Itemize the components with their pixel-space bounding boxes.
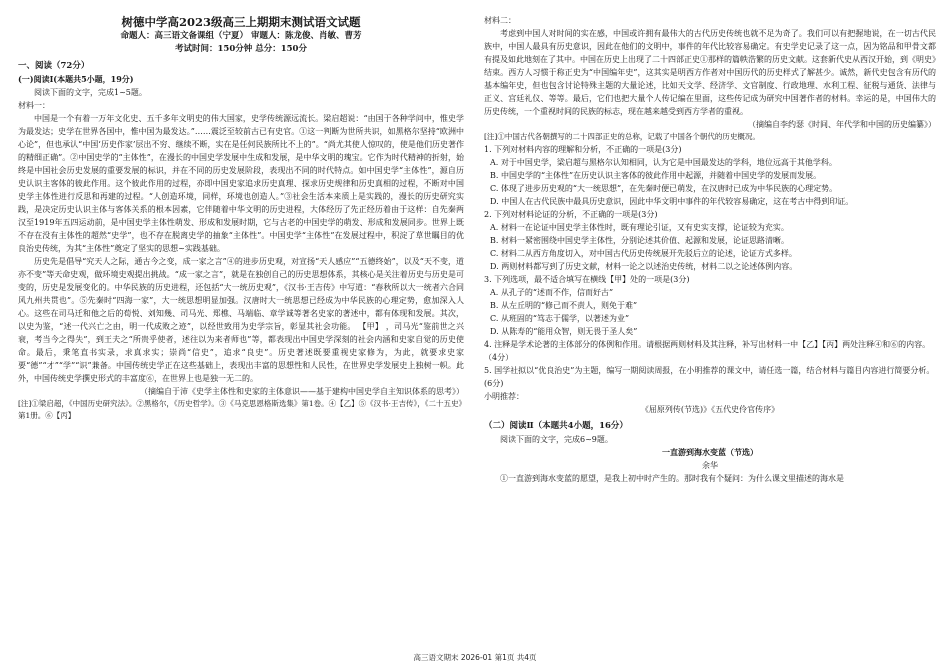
question-3: 3. 下列选项，最不适合填写在横线【甲】处的一项是(3分) <box>484 275 690 284</box>
exam-title: 树德中学高2023级高三上期期末测试语文试题 <box>121 15 361 29</box>
material-two-paragraph: 考虑到中国人对时间的实在感，中国或许拥有最伟大的古代历史传统也就不足为奇了。我们可以有把握地说，在一切古代民族中，中国人最具有历史意识，因此在他们的文明中，事件的年代比较容易确定。有史学史记录了这一点，因为铭品和甲骨文都有提及如此地刻在了其中。中国在历史上出现了二十四部正史①那样的篇帙浩繁的历史文献。这套新代史从西汉开始，到《明史》结束。西方人习惯于称正史为“中国编年史”，这其实是明西方作者对中国历代的历史样式了解甚少。诚然，新代史包含有历代的基本编年史，但也包含讨论特殊主题的大量论述，比如天文学、经济学、文官制度、行政地理、水利工程、征税与通货、法律与正义、宫廷礼仪、等等。最后，它们也把大量个人传记编在里面，这些传记成为研究中国著作者的材料。幸运的是，中国伟大的历史传统，一个重视时间的民族的标志，现在越来越受到西方学者的重视。 <box>484 29 936 116</box>
question-2-option-b: B. 材料一紧密围绕中国史学主体性，分别论述其价值、起源和发展，论证思路清晰。 <box>490 236 789 245</box>
question-5: 5. 国学社拟以“优良治史”为主题，编写一期阅读周报，在小明推荐的课文中，请任选一篇，结合材料与篇目内容进行简要分析。(6分) <box>484 366 935 388</box>
question-1-option-c: C. 体现了进步历史观的“大一统思想”，在先秦时便已萌发，在汉唐时已成为中华民族的心理定势。 <box>490 184 838 193</box>
question-2: 2. 下列对材料论证的分析，不正确的一项是(3分) <box>484 210 658 219</box>
left-column <box>18 14 464 646</box>
story-paragraph-1: ①一直游到海水变蓝的愿望，是我上初中时产生的。那时我有个疑问：为什么课文里描述的海水是 <box>500 474 844 483</box>
exam-setters: 命题人：高三语文备课组（宁夏） 审题人：陈龙俊、肖敏、曹芳 <box>120 31 362 41</box>
question-4: 4. 注释是学术论著的主体部分的体例和作用。请根据两则材料及其注释，补写出材料一中【乙】【丙】两处注释④和⑥的内容。（4分） <box>484 340 931 362</box>
question-1: 1. 下列对材料内容的理解和分析，不正确的一项是(3分) <box>484 145 682 154</box>
question-5-recommend-label: 小明推荐： <box>484 392 524 401</box>
question-2-option-a: A. 材料一在论证中国史学主体性时，既有理论引证，又有史实支撑，论证较为充实。 <box>490 223 789 232</box>
story-title: 一直游到海水变蓝（节选） <box>662 447 758 457</box>
reading-one-instruction: 阅读下面的文字，完成1~5题。 <box>34 88 147 97</box>
question-3-option-d: D. 从陈寿的“能用众智，则无畏于圣人矣” <box>490 327 638 336</box>
exam-time-score: 考试时间：150分钟 总分：150分 <box>175 44 307 54</box>
question-2-option-c: C. 材料二从西方角度切入，对中国古代历史传统展开先驳后立的论述，论证方式多样。 <box>490 249 797 258</box>
material-one-label: 材料一： <box>18 101 50 110</box>
question-1-option-b: B. 中国史学的“主体性”在历史认识主客体的彼此作用中起源，并随着中国史学的发展而发展。 <box>490 171 822 180</box>
material-two-label: 材料二： <box>484 16 516 25</box>
material-two-source: （摘编自李约瑟《时间、年代学和中国的历史编纂》） <box>748 120 936 129</box>
section-reading-heading: 一、阅读（72分） <box>18 61 90 71</box>
page-footer: 高三语文期末 2026-01 第1页 共4页 <box>413 653 537 662</box>
question-3-option-c: C. 从班固的“笃志于儒学，以著述为业” <box>490 314 630 323</box>
reading-two-heading: （二）阅读Ⅱ（本题共4小题，16分） <box>484 421 628 431</box>
material-one-paragraph-2: 历史先是倡导“究天人之际，通古今之变，成一家之言”④的进步历史观，对宣扬“天人感应”“五德终始”，以及“天不变，道亦不变”等天命史观，做环境史观提出挑战。“成一家之言”，就是在独创自己的历史思想体系，其核心是关注着历史与历史是可变的，历史是发展变化的。中华民族的历史进程，还包括“大一统历史观”，《汉书·王吉传》中写道：“春秋所以大一统者六合同风九州共贯也”。⑤先秦时“四海一家”，大一统思想明显加强。汉唐时大一统思想已经成为中华民族的心理定势，愈加深入人心。这些在司马迁和他之后的荀悦、刘知幾、司马光、郑樵、马端临、章学诚等著名史家的著述中，都有体现和发展。其次，以史为鉴，“述一代兴亡之由，明一代成败之迹”，以经世致用为史学宗旨，彰显其社会功能。 【甲】 ，司马光“鉴前世之兴衰，考当今之得失”，到王夫之“所贵乎使者，述往以为来者师也”等，都表现出中国史学深刻的社会内涵和史家自觉的历史使命。最后，秉笔直书实录，求真求实；崇尚“信史”，追求“良史”。历史著述既要重视史家修为，为此，就要求史家要“德”“才”“学”“识”兼备。中国传统史学正在这些基础上，表现出丰富的思想性和人民性，在世界史学发展史上独树一帜。此外，中国传统史学撰史形式的丰富度⑥，在世界上也是独一无二的。 <box>18 257 464 383</box>
question-3-option-a: A. 从孔子的“述而不作，信而好古” <box>490 288 614 297</box>
right-column <box>484 14 936 646</box>
question-3-option-b: B. 从左丘明的“修己而不责人，则免于难” <box>490 301 638 310</box>
question-1-option-d: D. 中国人在古代民族中最具历史意识，因此中华文明中事件的年代较容易确定，这在考古中得到印证。 <box>490 197 854 206</box>
reading-one-heading: (一)阅读Ⅰ(本题共5小题，19分) <box>18 74 134 84</box>
question-1-option-a: A. 对于中国史学，梁启超与黑格尔认知相同，认为它是中国最发达的学科，地位远高于其他学科。 <box>490 158 837 167</box>
material-one-notes: [注]①梁启超，《中国历史研究法》。②黑格尔，《历史哲学》。③《马克思恩格斯选集》第1卷。④【乙】⑤《汉书·王吉传》，《二十五史》第1册。⑥【丙】 <box>18 399 463 420</box>
reading-two-instruction: 阅读下面的文字，完成6~9题。 <box>500 435 613 444</box>
material-one-paragraph-1: 中国是一个有着一万年文化史、五千多年文明史的伟大国家，史学传统源远流长。梁启超说：“由国于各种学问中，惟史学为最发达；史学在世界各国中，惟中国为最发达。”……震泛至较前古已有史官。①这一判断为世所共识，如黑格尔坚持“欧洲中心论”，但也承认“中国‘历史作家’层出不穷、继续不断，实在是任何民族所比不上的”。“尚尤其使人惊叹的，使是他们历史著作的精细正确”。②中国史学的“主体性”，在漫长的中国史学发展中生成和发展，是中华文明的瑰宝。它作为时代精神的折射，始终是中国社会历史发展的重要发展的标识，并在不同的历史发展阶段，表现出不同的时代特点。如中国史学“主体性”，源自历史认识主客体的彼此作用。这个彼此作用的过程，亦即中国史家追求历史真理、探求历史规律和历史真相的过程，不断对中国史学主体性进行反思和再建的过程。“人创造环境，同样，环境也创造人。”③社会生活本来质上是实践的，漫长的历史研究实践，是决定历史认识主体与客体关系的根本因素，它伴随着中华文明的历史进程，大体经历了先正经历着由于这样：自先秦两汉至1919年五四运动前，是中国史学主体性萌发、形成和发展时期，它与古老的中国史学的萌发、形成和发展同步。世界上既不存在没有主体性的超然“史学”，也不存在脱离史学的抽象“主体性”。中国史学“主体性”在发展过程中，积淀了草世瞩目的优良治史传统，为其“主体性”奠定了坚实的思想~实践基础。 <box>18 114 464 253</box>
question-5-recommended-texts: 《屈原列传(节选)》《五代史伶官传序》 <box>640 405 780 414</box>
question-2-option-d: D. 两则材料都写到了历史文献，材料一论之以述治史传统，材料二以之论述体例内容。 <box>490 262 798 271</box>
material-two-note: [注]①中国古代各朝撰写的二十四部正史的总称，记载了中国各个朝代的历史概况。 <box>484 132 760 141</box>
material-one-source: （摘编自于沛《史学主体性和史家的主体意识——基于建构中国史学自主知识体系的思考》） <box>140 387 464 396</box>
story-author: 余华 <box>702 461 718 470</box>
